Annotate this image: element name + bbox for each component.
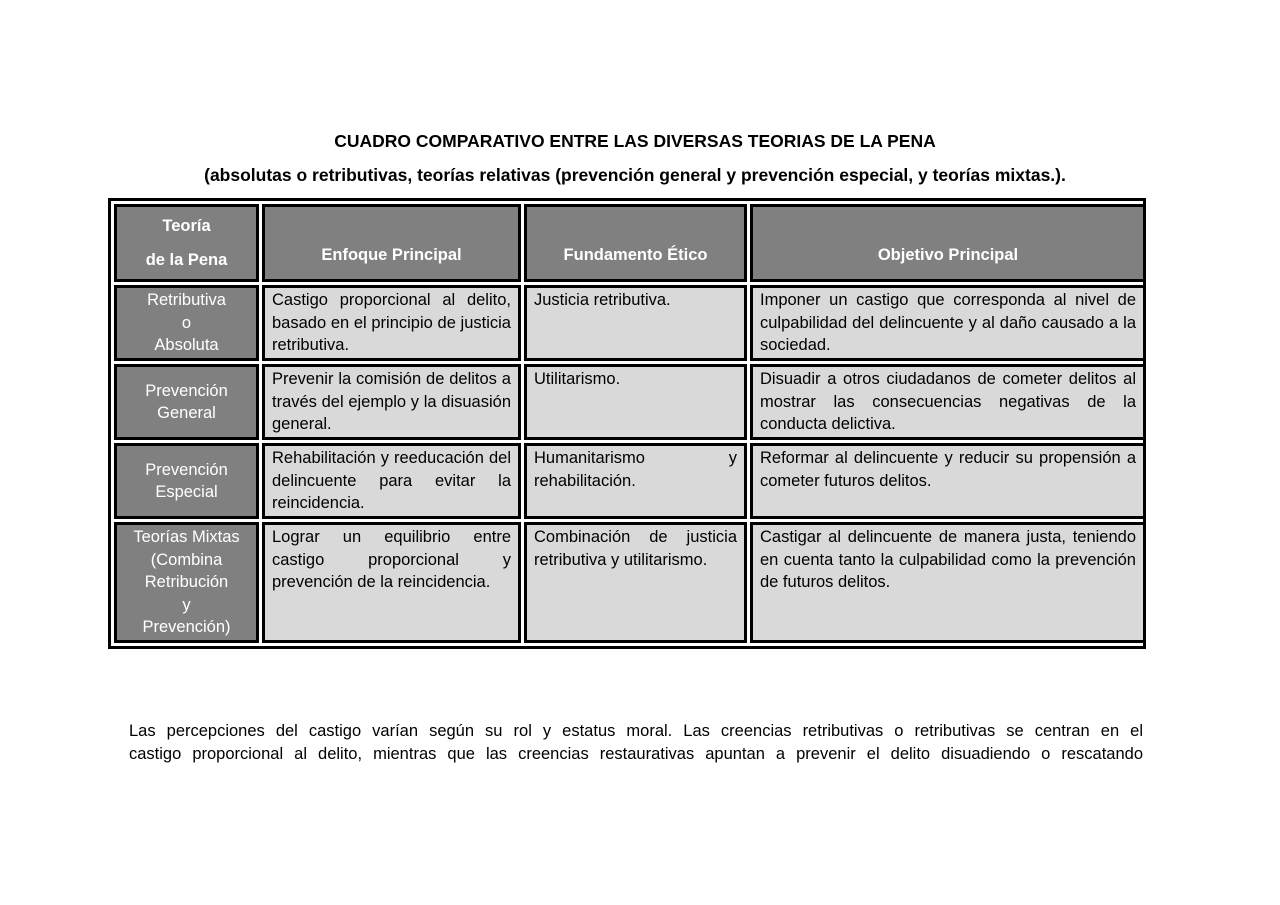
row-theory-name: Prevención Especial — [114, 443, 259, 519]
footer-line-2: castigo proporcional al delito, mientras que las creencias restaurativas apuntan a prevenir el delito disuadiendo o rescatando — [129, 744, 1143, 763]
table-header-row — [114, 204, 1146, 282]
header-theory-line1: Teoría — [162, 216, 211, 235]
row-objective: Disuadir a otros ciudadanos de cometer delitos al mostrar las consecuencias negativas de la conducta delictiva. — [750, 364, 1146, 440]
row-objective: Castigar al delincuente de manera justa, teniendo en cuenta tanto la culpabilidad como la prevención de futuros delitos. — [750, 522, 1146, 643]
row-ethics: Combinación de justicia retributiva y utilitarismo. — [524, 522, 747, 643]
header-approach: Enfoque Principal — [262, 204, 521, 282]
header-theory-line2: de la Pena — [145, 250, 228, 269]
table-row — [114, 285, 1146, 361]
row-ethics: Justicia retributiva. — [524, 285, 747, 361]
table-row — [114, 364, 1146, 440]
row-approach: Castigo proporcional al delito, basado en el principio de justicia retributiva. — [262, 285, 521, 361]
table-row — [114, 522, 1146, 643]
header-objective: Objetivo Principal — [750, 204, 1146, 282]
row-theory-name: Retributiva o Absoluta — [114, 285, 259, 361]
document-subtitle: (absolutas o retributivas, teorías relativas (prevención general y prevención especial, y teorías mixtas.). — [204, 165, 1066, 185]
footer-paragraph — [129, 720, 1143, 765]
row-approach: Lograr un equilibrio entre castigo proporcional y prevención de la reincidencia. — [262, 522, 521, 643]
header-ethics: Fundamento Ético — [524, 204, 747, 282]
row-ethics: Humanitarismo y rehabilitación. — [524, 443, 747, 519]
comparison-table — [108, 198, 1146, 649]
header-theory — [114, 204, 259, 282]
row-theory-name: Teorías Mixtas (Combina Retribución y Prevención) — [114, 522, 259, 643]
footer-line-1: Las percepciones del castigo varían según su rol y estatus moral. Las creencias retributivas o retributivas se centran en el — [129, 722, 1143, 740]
row-objective: Imponer un castigo que corresponda al nivel de culpabilidad del delincuente y al daño causado a la sociedad. — [750, 285, 1146, 361]
row-objective: Reformar al delincuente y reducir su propensión a cometer futuros delitos. — [750, 443, 1146, 519]
document-title: CUADRO COMPARATIVO ENTRE LAS DIVERSAS TEORIAS DE LA PENA — [334, 131, 936, 151]
row-approach: Rehabilitación y reeducación del delincuente para evitar la reincidencia. — [262, 443, 521, 519]
row-ethics: Utilitarismo. — [524, 364, 747, 440]
row-approach: Prevenir la comisión de delitos a través del ejemplo y la disuasión general. — [262, 364, 521, 440]
table-row — [114, 443, 1146, 519]
row-theory-name: Prevención General — [114, 364, 259, 440]
